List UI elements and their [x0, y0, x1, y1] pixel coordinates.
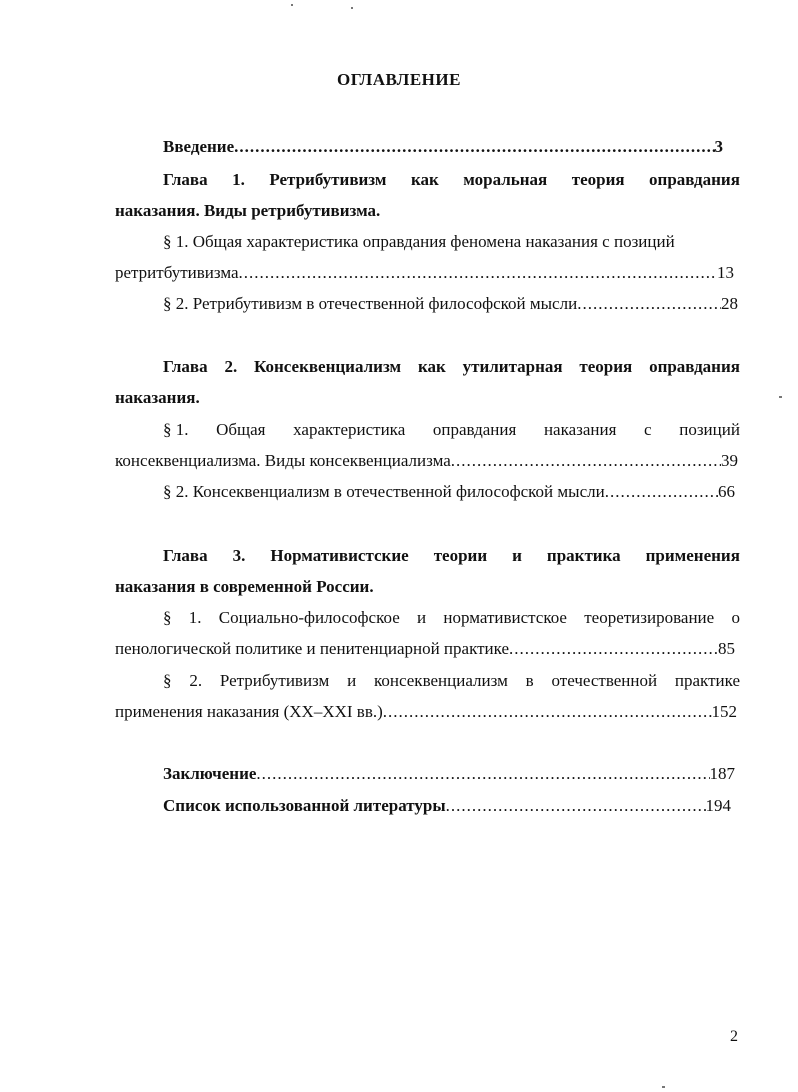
page-number: 2 [730, 1028, 738, 1045]
section-word: консеквенциализм [374, 671, 508, 690]
dot-leader [239, 262, 717, 284]
dot-leader [446, 795, 706, 817]
heading-word: моральная [463, 170, 548, 189]
toc-conclusion [163, 763, 735, 785]
heading-word: Нормативистские [270, 546, 409, 565]
section-text: применения наказания (XX–XXI вв.) [115, 702, 383, 721]
section-page: 13 [717, 263, 734, 282]
dot-leader [234, 136, 714, 158]
heading-word: как [410, 170, 439, 189]
section-word: в [525, 671, 534, 690]
section-text: § 2. Консеквенциализм в отечественной философской мысли [163, 482, 605, 501]
section-word: практике [674, 671, 740, 690]
section-page: 85 [718, 639, 735, 658]
chapter1-section1-line1: § 1. Общая характеристика оправдания феномена наказания с позиций [163, 232, 675, 251]
dot-leader [577, 293, 721, 315]
section-page: 28 [721, 294, 738, 313]
heading-word: утилитарная [462, 357, 563, 376]
dot-leader [605, 481, 718, 503]
chapter3-section1-line2 [115, 638, 735, 660]
section-text: ретритбутивизма [115, 263, 239, 282]
toc-bibliography-page: 194 [705, 796, 731, 815]
section-word: о [731, 608, 740, 627]
section-word: позиций [679, 420, 740, 439]
chapter3-heading-line1 [163, 545, 740, 567]
heading-word: 1. [232, 170, 245, 189]
heading-word: оправдания [649, 357, 740, 376]
toc-conclusion-page: 187 [709, 764, 735, 783]
heading-word: Консеквенциализм [254, 357, 402, 376]
section-page: 152 [711, 702, 737, 721]
heading-word: 2. [224, 357, 238, 376]
toc-bibliography-label: Список использованной литературы [163, 796, 446, 815]
chapter1-section2 [163, 293, 738, 315]
toc-bibliography [163, 795, 731, 817]
chapter1-heading-line1 [163, 169, 740, 191]
section-word: и [347, 671, 357, 690]
section-word: наказания [543, 420, 617, 439]
section-text: § 2. Ретрибутивизм в отечественной философской мысли [163, 294, 578, 313]
section-word: 2. [189, 671, 203, 690]
dot-leader [256, 763, 709, 785]
heading-word: 3. [232, 546, 246, 565]
heading-word: оправдания [649, 170, 740, 189]
scan-speck [662, 1086, 665, 1088]
chapter2-heading-line1 [163, 356, 740, 378]
section-page: 66 [718, 482, 735, 501]
section-word: характеристика [293, 420, 406, 439]
heading-word: применения [645, 546, 740, 565]
heading-word: и [512, 546, 522, 565]
section-word: Ретрибутивизм [219, 671, 330, 690]
chapter3-section1-line1 [163, 607, 740, 629]
chapter2-section1-line1 [163, 419, 740, 441]
chapter3-section2-line2 [115, 701, 737, 723]
toc-conclusion-label: Заключение [163, 764, 257, 783]
heading-word: Глава [163, 357, 208, 376]
section-word: § [163, 671, 172, 690]
toc-intro-page: 3 [714, 137, 723, 156]
heading-word: как [417, 357, 446, 376]
toc-intro [163, 136, 723, 158]
section-word: нормативистское [443, 608, 567, 627]
scan-speck [351, 7, 353, 9]
dot-leader [383, 701, 712, 723]
scan-speck [779, 396, 782, 398]
section-word: отечественной [551, 671, 658, 690]
section-text: пенологической политике и пенитенциарной практике [115, 639, 510, 658]
heading-word: теории [433, 546, 488, 565]
chapter3-section2-line1 [163, 670, 740, 692]
dot-leader [451, 450, 721, 472]
section-word: Общая [216, 420, 266, 439]
scan-speck [291, 4, 293, 6]
heading-word: теория [571, 170, 625, 189]
toc-intro-label: Введение [163, 137, 235, 156]
section-word: с [644, 420, 652, 439]
chapter2-section1-line2 [115, 450, 738, 472]
section-word: оправдания [432, 420, 517, 439]
section-word: § 1. [163, 420, 189, 439]
heading-word: практика [546, 546, 621, 565]
toc-title: ОГЛАВЛЕНИЕ [337, 70, 461, 89]
chapter1-heading-line2: наказания. Виды ретрибутивизма. [115, 201, 381, 220]
section-word: 1. [188, 608, 202, 627]
section-word: теоретизирование [584, 608, 715, 627]
section-word: § [163, 608, 172, 627]
heading-word: теория [579, 357, 633, 376]
heading-word: Ретрибутивизм [269, 170, 387, 189]
section-word: Социально-философское [218, 608, 400, 627]
dot-leader [509, 638, 718, 660]
chapter1-section1-line2 [115, 262, 734, 284]
chapter2-heading-line2: наказания. [115, 388, 200, 407]
chapter2-section2 [163, 481, 735, 503]
section-text: консеквенциализма. Виды консеквенциализма [115, 451, 451, 470]
heading-word: Глава [163, 546, 208, 565]
chapter3-heading-line2: наказания в современной России. [115, 577, 374, 596]
section-word: и [417, 608, 427, 627]
section-page: 39 [721, 451, 738, 470]
heading-word: Глава [163, 170, 208, 189]
